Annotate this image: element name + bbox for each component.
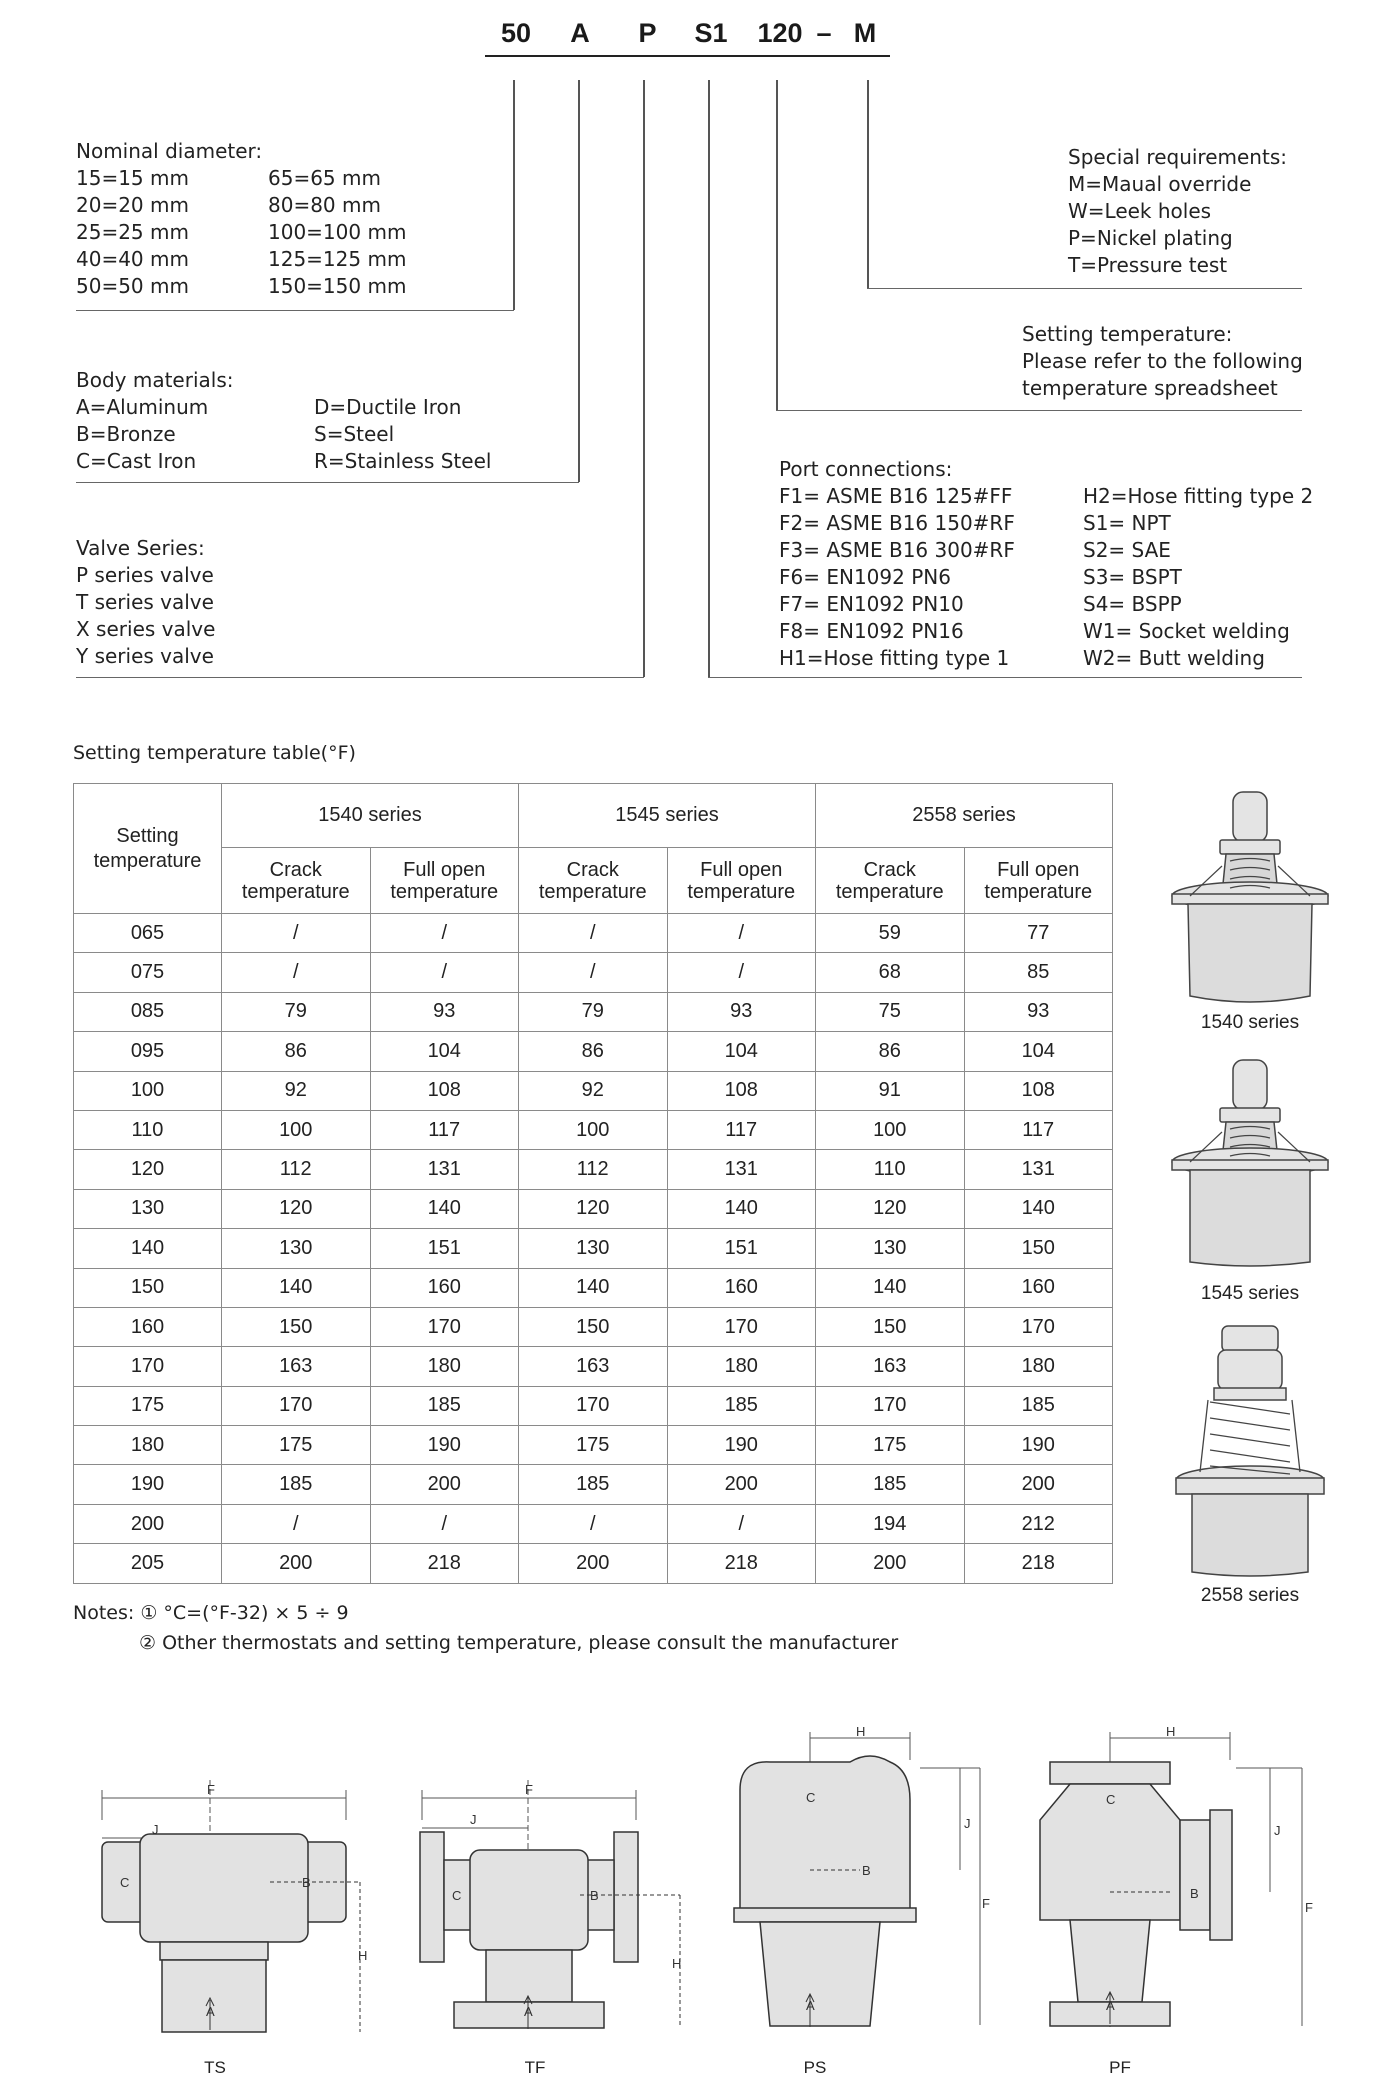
- diameter-option: 50=50 mm: [76, 274, 189, 298]
- table-cell: 185: [816, 1465, 965, 1504]
- table-cell: 93: [964, 992, 1113, 1031]
- table-cell: 175: [816, 1426, 965, 1465]
- table-cell: 163: [222, 1347, 371, 1386]
- table-cell: 140: [519, 1268, 668, 1307]
- table-cell: 59: [816, 914, 965, 953]
- table-cell: 117: [964, 1110, 1113, 1149]
- table-cell: 100: [519, 1110, 668, 1149]
- thermostat-caption-1545: 1545 series: [1200, 1283, 1300, 1304]
- diagram-label-ps: PS: [803, 2058, 827, 2077]
- table-row: [74, 953, 1113, 992]
- leader-diameter: [513, 80, 515, 310]
- diagram-ts: [90, 1760, 390, 2050]
- diameter-option: 40=40 mm: [76, 247, 189, 271]
- setting-temperature-line: Setting temperature:: [1022, 322, 1233, 346]
- series-header-2558: 2558 series: [816, 784, 1113, 848]
- table-cell: 140: [964, 1189, 1113, 1228]
- table-cell: /: [667, 914, 816, 953]
- setting-temperature-cell: 065: [74, 914, 222, 953]
- table-cell: 200: [816, 1544, 965, 1583]
- note-2: ② Other thermostats and setting temperature, please consult the manufacturer: [139, 1632, 899, 1654]
- table-cell: 79: [519, 992, 668, 1031]
- table-row: [74, 1229, 1113, 1268]
- table-cell: 151: [667, 1229, 816, 1268]
- material-option: D=Ductile Iron: [314, 395, 462, 419]
- dim-label: F: [525, 1782, 533, 1797]
- table-row: [74, 1504, 1113, 1543]
- table-cell: 200: [667, 1465, 816, 1504]
- setting-temperature-cell: 175: [74, 1386, 222, 1425]
- setting-temperature-cell: 170: [74, 1347, 222, 1386]
- table-cell: 112: [519, 1150, 668, 1189]
- table-row: [74, 1307, 1113, 1346]
- code-dash: –: [816, 18, 832, 48]
- table-cell: 100: [222, 1110, 371, 1149]
- table-cell: 104: [964, 1032, 1113, 1071]
- diameter-option: 125=125 mm: [268, 247, 407, 271]
- port-option: S3= BSPT: [1083, 565, 1182, 589]
- leader-port-connection: [708, 80, 710, 677]
- setting-temperature-cell: 130: [74, 1189, 222, 1228]
- table-cell: 180: [964, 1347, 1113, 1386]
- code-underline: [485, 55, 890, 57]
- table-row: [74, 1268, 1113, 1307]
- table-cell: 194: [816, 1504, 965, 1543]
- valve-series-option: Y series valve: [76, 644, 214, 668]
- dim-label: B: [590, 1888, 599, 1903]
- table-cell: 180: [667, 1347, 816, 1386]
- port-connections-underline: [708, 677, 1302, 678]
- sub-header: Crack temperature: [222, 848, 371, 914]
- table-cell: 112: [222, 1150, 371, 1189]
- table-cell: 131: [964, 1150, 1113, 1189]
- dim-label: A: [206, 2004, 215, 2019]
- table-cell: /: [370, 1504, 519, 1543]
- diagram-label-tf: TF: [524, 2058, 546, 2077]
- code-body-material: A: [570, 18, 590, 48]
- nominal-diameter-block: [76, 138, 406, 300]
- setting-temperature-cell: 140: [74, 1229, 222, 1268]
- table-cell: 104: [667, 1032, 816, 1071]
- material-option: A=Aluminum: [76, 395, 209, 419]
- valve-series-option: X series valve: [76, 617, 216, 641]
- table-cell: /: [370, 953, 519, 992]
- table-row: [74, 914, 1113, 953]
- material-option: S=Steel: [314, 422, 395, 446]
- table-cell: 170: [370, 1307, 519, 1346]
- table-cell: 120: [222, 1189, 371, 1228]
- nominal-diameter-title: Nominal diameter:: [76, 139, 263, 163]
- setting-temperature-cell: 085: [74, 992, 222, 1031]
- special-option: P=Nickel plating: [1068, 226, 1233, 250]
- port-option: S2= SAE: [1083, 538, 1171, 562]
- thermostat-caption-1540: 1540 series: [1200, 1012, 1300, 1033]
- diameter-option: 80=80 mm: [268, 193, 381, 217]
- code-diameter: 50: [500, 18, 532, 48]
- dim-label: C: [120, 1875, 130, 1890]
- table-row: [74, 1386, 1113, 1425]
- table-cell: 130: [519, 1229, 668, 1268]
- setting-temperature-cell: 120: [74, 1150, 222, 1189]
- port-option: F7= EN1092 PN10: [779, 592, 964, 616]
- table-row: [74, 1347, 1113, 1386]
- special-requirements-underline: [867, 288, 1302, 289]
- diagram-tf: [410, 1760, 700, 2050]
- table-row: [74, 1465, 1113, 1504]
- table-row: [74, 1544, 1113, 1583]
- table-cell: 150: [964, 1229, 1113, 1268]
- table-cell: 150: [222, 1307, 371, 1346]
- setting-temperature-cell: 180: [74, 1426, 222, 1465]
- table-cell: 110: [816, 1150, 965, 1189]
- code-setting-temperature: 120: [757, 18, 803, 48]
- table-cell: 185: [964, 1386, 1113, 1425]
- dim-label: B: [862, 1863, 871, 1878]
- table-cell: 151: [370, 1229, 519, 1268]
- table-row: [74, 1150, 1113, 1189]
- port-option: F6= EN1092 PN6: [779, 565, 951, 589]
- thermostat-2558-illustration: [1160, 1322, 1340, 1584]
- table-cell: 200: [222, 1544, 371, 1583]
- table-cell: /: [667, 1504, 816, 1543]
- table-cell: 91: [816, 1071, 965, 1110]
- dim-label: C: [806, 1790, 816, 1805]
- material-option: C=Cast Iron: [76, 449, 197, 473]
- table-cell: 218: [370, 1544, 519, 1583]
- table-cell: 100: [816, 1110, 965, 1149]
- table-cell: 140: [370, 1189, 519, 1228]
- table-cell: 170: [222, 1386, 371, 1425]
- setting-temperature-block: [1022, 321, 1303, 402]
- dim-label: H: [358, 1948, 368, 1963]
- setting-temperature-cell: 075: [74, 953, 222, 992]
- dim-label: A: [1106, 1998, 1115, 2013]
- table-cell: 108: [964, 1071, 1113, 1110]
- special-option: T=Pressure test: [1068, 253, 1228, 277]
- diagram-label-ts: TS: [204, 2058, 226, 2077]
- table-cell: 185: [667, 1386, 816, 1425]
- thermostat-1545-illustration: [1160, 1056, 1340, 1278]
- thermostat-caption-2558: 2558 series: [1200, 1585, 1300, 1606]
- table-row: [74, 1426, 1113, 1465]
- table-cell: 92: [222, 1071, 371, 1110]
- table-cell: 218: [667, 1544, 816, 1583]
- dim-label: J: [964, 1816, 971, 1831]
- dim-label: J: [470, 1812, 477, 1827]
- table-cell: 218: [964, 1544, 1113, 1583]
- valve-series-title: Valve Series:: [76, 536, 205, 560]
- material-option: R=Stainless Steel: [314, 449, 492, 473]
- sub-header: Crack temperature: [519, 848, 668, 914]
- special-requirements-title: Special requirements:: [1068, 145, 1287, 169]
- port-connections-title: Port connections:: [779, 457, 953, 481]
- port-option: S4= BSPP: [1083, 592, 1182, 616]
- dim-label: H: [856, 1724, 866, 1739]
- setting-temperature-underline: [776, 410, 1302, 411]
- table-cell: 175: [222, 1426, 371, 1465]
- dim-label: A: [806, 1998, 815, 2013]
- setting-temperature-cell: 095: [74, 1032, 222, 1071]
- diameter-option: 100=100 mm: [268, 220, 407, 244]
- leader-setting-temperature: [776, 80, 778, 410]
- table-cell: 77: [964, 914, 1113, 953]
- series-header-1545: 1545 series: [519, 784, 816, 848]
- table-cell: 150: [519, 1307, 668, 1346]
- table-cell: /: [519, 1504, 668, 1543]
- table-cell: 86: [222, 1032, 371, 1071]
- diameter-option: 15=15 mm: [76, 166, 189, 190]
- dim-label: C: [452, 1888, 462, 1903]
- leader-special-requirements: [867, 80, 869, 288]
- body-materials-block: [76, 367, 491, 475]
- dim-label: J: [1274, 1823, 1281, 1838]
- special-requirements-block: [1068, 144, 1287, 279]
- table-cell: 120: [519, 1189, 668, 1228]
- setting-temperature-table: [73, 783, 1113, 1584]
- table-cell: 175: [519, 1426, 668, 1465]
- table-cell: 86: [519, 1032, 668, 1071]
- diameter-option: 65=65 mm: [268, 166, 381, 190]
- setting-temperature-cell: 205: [74, 1544, 222, 1583]
- table-cell: 108: [370, 1071, 519, 1110]
- dim-label: A: [524, 2004, 533, 2019]
- port-option: W2= Butt welding: [1083, 646, 1265, 670]
- code-valve-series: P: [638, 18, 657, 48]
- diameter-option: 25=25 mm: [76, 220, 189, 244]
- port-option: S1= NPT: [1083, 511, 1171, 535]
- table-cell: 140: [222, 1268, 371, 1307]
- setting-temperature-cell: 150: [74, 1268, 222, 1307]
- valve-series-block: [76, 535, 215, 670]
- series-header-1540: 1540 series: [222, 784, 519, 848]
- table-cell: 185: [519, 1465, 668, 1504]
- diameter-option: 150=150 mm: [268, 274, 407, 298]
- port-option: F1= ASME B16 125#FF: [779, 484, 1013, 508]
- table-row: [74, 1189, 1113, 1228]
- dim-label: F: [1305, 1900, 1313, 1915]
- setting-temperature-cell: 160: [74, 1307, 222, 1346]
- table-cell: 117: [370, 1110, 519, 1149]
- valve-series-underline: [76, 677, 644, 678]
- table-cell: 85: [964, 953, 1113, 992]
- table-cell: 160: [370, 1268, 519, 1307]
- nominal-diameter-underline: [76, 310, 514, 311]
- special-option: M=Maual override: [1068, 172, 1252, 196]
- table-cell: 180: [370, 1347, 519, 1386]
- dim-label: F: [982, 1896, 990, 1911]
- table-cell: 108: [667, 1071, 816, 1110]
- special-option: W=Leek holes: [1068, 199, 1212, 223]
- table-title: Setting temperature table(°F): [73, 742, 356, 764]
- table-cell: 200: [519, 1544, 668, 1583]
- notes-label: Notes:: [73, 1602, 135, 1624]
- table-cell: /: [370, 914, 519, 953]
- table-row: [74, 992, 1113, 1031]
- dim-label: H: [1166, 1724, 1176, 1739]
- table-cell: 93: [370, 992, 519, 1031]
- table-cell: 185: [222, 1465, 371, 1504]
- table-cell: /: [519, 953, 668, 992]
- table-cell: 170: [964, 1307, 1113, 1346]
- table-cell: 163: [816, 1347, 965, 1386]
- setting-temperature-cell: 110: [74, 1110, 222, 1149]
- table-cell: 130: [222, 1229, 371, 1268]
- table-cell: 93: [667, 992, 816, 1031]
- code-port-connection: S1: [694, 18, 728, 48]
- table-cell: 170: [816, 1386, 965, 1425]
- table-cell: 75: [816, 992, 965, 1031]
- table-cell: /: [519, 914, 668, 953]
- setting-temperature-line: temperature spreadsheet: [1022, 376, 1278, 400]
- table-cell: 190: [370, 1426, 519, 1465]
- table-cell: 170: [519, 1386, 668, 1425]
- table-cell: 68: [816, 953, 965, 992]
- table-cell: 117: [667, 1110, 816, 1149]
- setting-temperature-cell: 200: [74, 1504, 222, 1543]
- valve-series-option: P series valve: [76, 563, 214, 587]
- leader-valve-series: [643, 80, 645, 677]
- port-option: F3= ASME B16 300#RF: [779, 538, 1015, 562]
- table-cell: 212: [964, 1504, 1113, 1543]
- dim-label: B: [302, 1875, 311, 1890]
- table-row: [74, 1071, 1113, 1110]
- table-cell: 190: [667, 1426, 816, 1465]
- table-row: [74, 1032, 1113, 1071]
- body-materials-title: Body materials:: [76, 368, 234, 392]
- table-cell: 79: [222, 992, 371, 1031]
- valve-series-option: T series valve: [76, 590, 214, 614]
- sub-header: Crack temperature: [816, 848, 965, 914]
- table-cell: 130: [816, 1229, 965, 1268]
- port-option: H1=Hose fitting type 1: [779, 646, 1010, 670]
- table-cell: /: [222, 953, 371, 992]
- note-1: ① °C=(°F-32) × 5 ÷ 9: [140, 1602, 349, 1624]
- table-cell: 140: [816, 1268, 965, 1307]
- sub-header: Full open temperature: [964, 848, 1113, 914]
- notes: [73, 1598, 898, 1658]
- table-cell: 160: [667, 1268, 816, 1307]
- table-cell: 131: [667, 1150, 816, 1189]
- table-cell: 140: [667, 1189, 816, 1228]
- sub-header: Full open temperature: [370, 848, 519, 914]
- setting-temperature-cell: 100: [74, 1071, 222, 1110]
- port-option: W1= Socket welding: [1083, 619, 1290, 643]
- table-cell: 104: [370, 1032, 519, 1071]
- table-cell: 200: [964, 1465, 1113, 1504]
- diagram-label-pf: PF: [1109, 2058, 1131, 2077]
- table-cell: /: [222, 1504, 371, 1543]
- port-connections-options: [779, 483, 1313, 672]
- table-cell: 150: [816, 1307, 965, 1346]
- dim-label: F: [207, 1782, 215, 1797]
- table-cell: 120: [816, 1189, 965, 1228]
- dim-label: C: [1106, 1792, 1116, 1807]
- port-option: F2= ASME B16 150#RF: [779, 511, 1015, 535]
- material-option: B=Bronze: [76, 422, 176, 446]
- setting-temperature-cell: 190: [74, 1465, 222, 1504]
- table-cell: 131: [370, 1150, 519, 1189]
- table-row: [74, 1110, 1113, 1149]
- port-connections-block: [779, 456, 952, 483]
- table-cell: 190: [964, 1426, 1113, 1465]
- table-cell: 92: [519, 1071, 668, 1110]
- code-special-requirements: M: [853, 18, 877, 48]
- table-cell: 86: [816, 1032, 965, 1071]
- diameter-option: 20=20 mm: [76, 193, 189, 217]
- port-option: H2=Hose fitting type 2: [1083, 484, 1314, 508]
- body-materials-underline: [76, 482, 579, 483]
- table-cell: 200: [370, 1465, 519, 1504]
- port-option: F8= EN1092 PN16: [779, 619, 964, 643]
- dim-label: B: [1190, 1886, 1199, 1901]
- diagram-ps: [720, 1720, 990, 2050]
- table-cell: /: [667, 953, 816, 992]
- thermostat-1540-illustration: [1160, 786, 1340, 1016]
- table-cell: 170: [667, 1307, 816, 1346]
- leader-body-material: [578, 80, 580, 482]
- table-cell: /: [222, 914, 371, 953]
- table-cell: 163: [519, 1347, 668, 1386]
- table-cell: 160: [964, 1268, 1113, 1307]
- table-cell: 185: [370, 1386, 519, 1425]
- diagram-pf: [1030, 1720, 1330, 2050]
- sub-header: Full open temperature: [667, 848, 816, 914]
- dim-label: J: [152, 1822, 159, 1837]
- corner-header: Setting temperature: [74, 784, 222, 914]
- dim-label: H: [672, 1956, 682, 1971]
- setting-temperature-line: Please refer to the following: [1022, 349, 1303, 373]
